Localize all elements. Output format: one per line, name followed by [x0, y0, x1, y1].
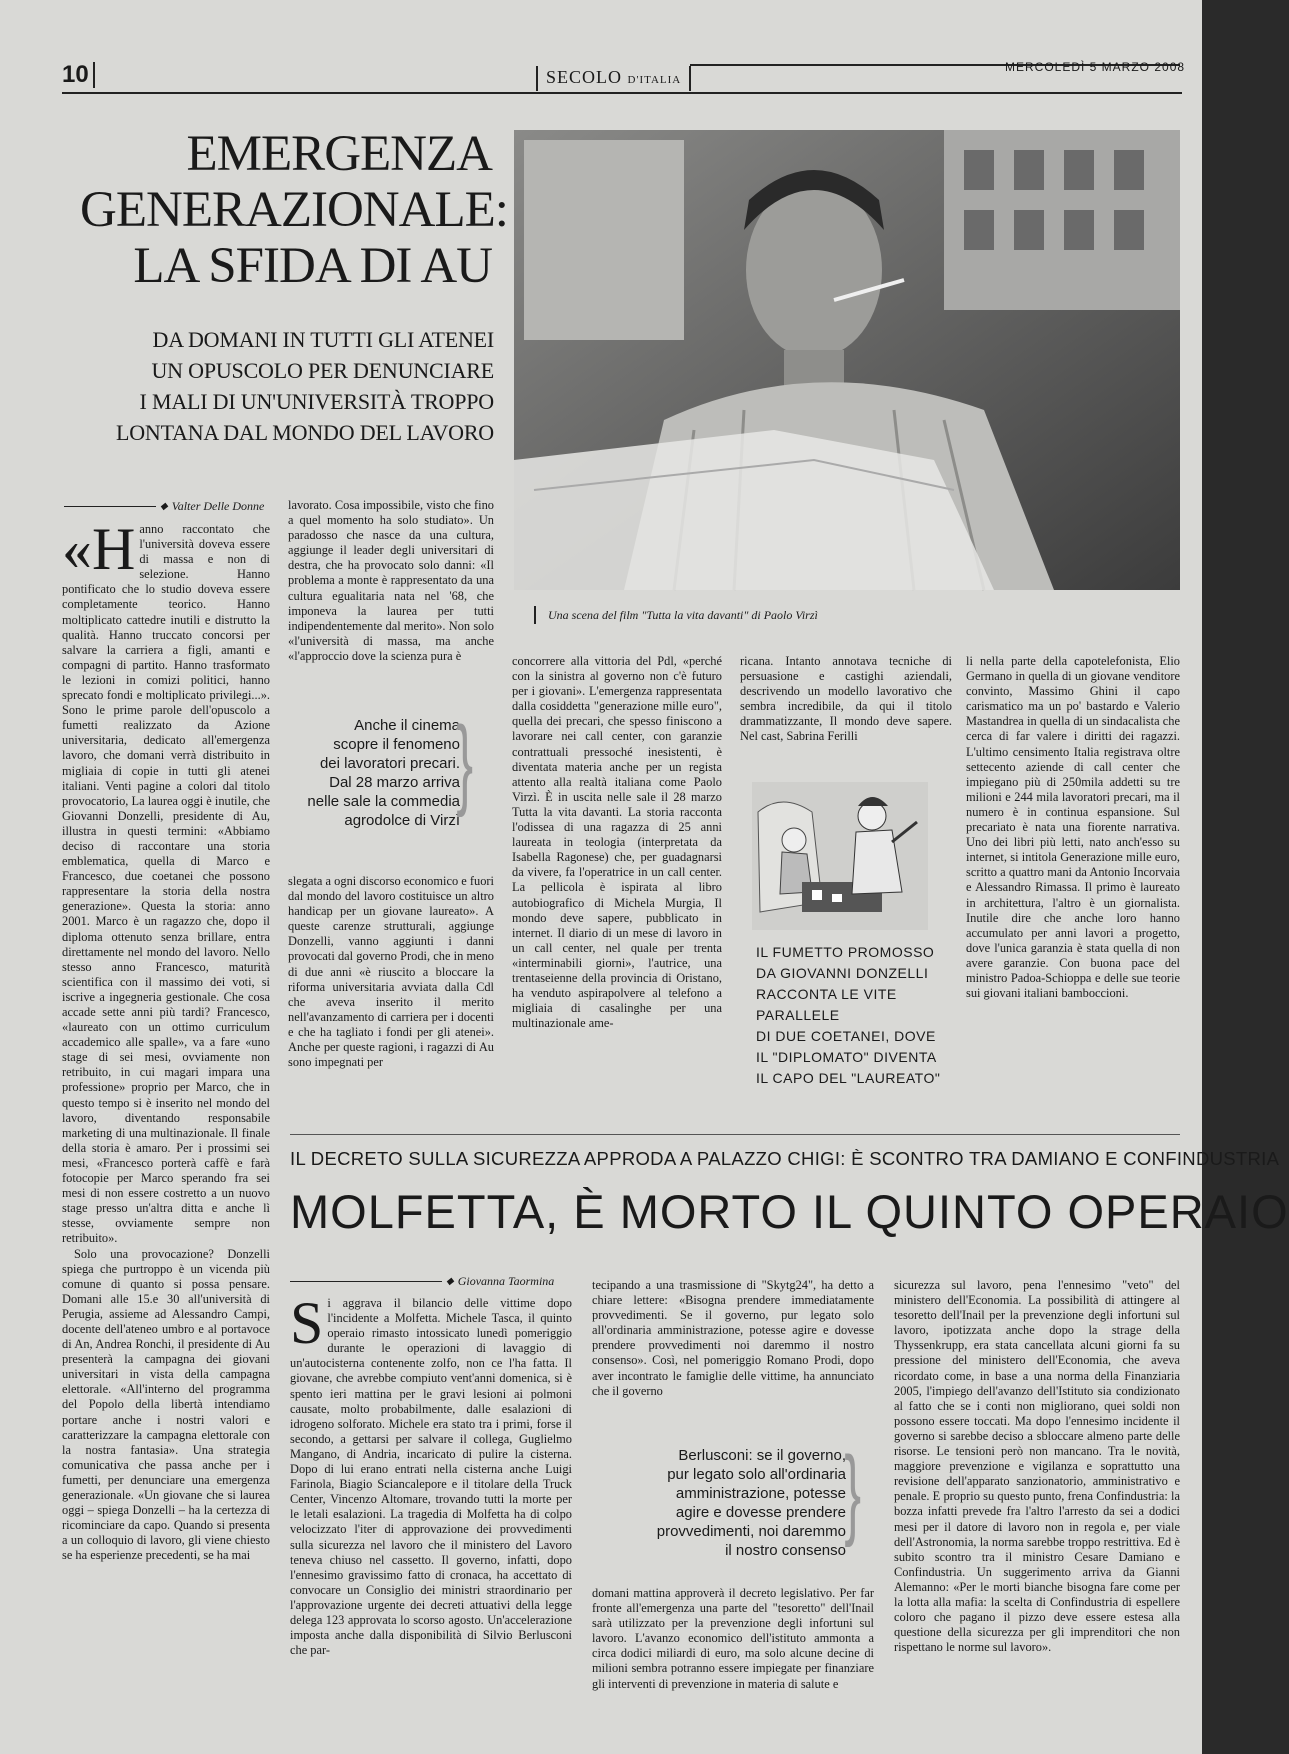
byline-author: Giovanna Taormina: [457, 1274, 555, 1288]
issue-date: MERCOLEDÌ 5 MARZO 2008: [1005, 60, 1186, 74]
deck-line: LONTANA DAL MONDO DEL LAVORO: [115, 420, 494, 445]
header-rule: [62, 92, 1182, 94]
pull-quote-line: Anche il cinema: [354, 717, 460, 734]
deck-line: I MALI DI UN'UNIVERSITÀ TROPPO: [139, 389, 494, 414]
article2-column-2-top: [592, 1278, 874, 1418]
article1-column-3: [512, 654, 722, 1096]
pull-quote-line: provvedimenti, noi daremmo: [656, 1523, 846, 1540]
comic-caption-line: IL FUMETTO PROMOSSO: [756, 944, 935, 960]
article-paragraph: anno raccontato che l'università doveva essere di massa e non di selezione. Hanno pontificato che lo studio doveva essere completamente teorico. Hanno moltiplicato cattedre inutili e distrutto la qualità. Hanno truccato concorsi per salvare la carriera a figli, amanti e compagni di partito. Hanno trasformato le lezioni in comizi politici, hanno sprecato fondi e moltiplicato privilegi...». Sono le prime parole dell'opuscolo a fumetti realizzato da Azione universitaria, dedicato all'emergenza lavoro, che domani verrà distribuito in migliaia di copie in tutti gli atenei italiani. Venti pagine a colori dal titolo provocatorio, La laurea oggi è inutile, che Giovanni Donzelli, presidente di Au, illustra in questi termini: «Abbiamo deciso di raccontare una storia emblematica, quella di Marco e Francesco, due coetanei che possono rappresentare la storia della nostra generazione». Questa la storia: anno 2001. Marco è un ragazzo che, dopo il diploma ottenuto senza brillare, entra direttamente nel mondo del lavoro. Nello stesso anno Francesco, maturità scientifica con il massimo dei voti, si iscrive a ingegneria gestionale. Che cosa accade sette anni più tardi? Francesco, «laureato con un ottimo curriculum accademico alle spalle», va a fare «uno stage di sei mesi, ovviamente non retribuito, in cui magari impara una professione» proprio per Marco, che in questo tempo si è inserito nel mondo del lavoro, diventando responsabile marketing di una multinazionale. Il finale della storia è amaro. Per i prossimi sei mesi, «Francesco porterà caffè e farà fotocopie per Marco sperando fra sei mesi di non essere costretto a un nuovo stage presso un'altra ditta e anche lì stesse, ovviamente sempre non retribuito».: [62, 522, 270, 1246]
article-paragraph: i aggrava il bilancio delle vittime dopo l'incidente a Molfetta. Michele Tasca, il quinto operaio rimasto intossicato lunedì pomeriggio durante le operazioni di lavaggio di un'autocisterna contenente zolfo, non ce l'ha fatta. Il giovane, che avrebbe compiuto vent'anni domenica, si è spento ieri mattina per le gravi lesioni ai polmoni causate, molto probabilmente, dalle esalazioni di idrogeno solforato. Michele era stato tra i primi, forse il secondo, a gettarsi per salvare il collega, Guglielmo Mangano, di Andria, incaricato di pulire la cisterna. Dopo di lui erano entrati nella cisterna anche Luigi Farinola, Biagio Sciancalepore e il titolare della Truck Center, Vincenzo Altomare, trovando tutti la morte per le letali esalazioni. La tragedia di Molfetta ha di colpo velocizzato l'iter di approvazione dei provvedimenti sulla sicurezza nel lavoro che il ministero del Lavoro teneva chiuso nel cassetto. Il governo, infatti, dopo l'ennesimo gravissimo fatto di cronaca, ha accettato di convocare un Consiglio dei ministri straordinario per l'approvazione urgente dei decreti attuativi della legge delega 123 approvata lo scorso agosto. Un'accelerazione imposta anche dalla disponibilità di Silvio Berlusconi che par-: [290, 1296, 572, 1658]
headline-line: GENERAZIONALE:: [80, 182, 508, 238]
byline-author: Valter Delle Donne: [171, 499, 265, 513]
dropcap: S: [290, 1290, 324, 1356]
brace-ornament: }: [456, 706, 474, 818]
publication-suffix: D'ITALIA: [627, 74, 682, 86]
pull-quote-line: nelle sale la commedia: [307, 793, 460, 810]
pull-quote-line: agire e dovesse prendere: [675, 1504, 846, 1521]
article2-column-1: [290, 1290, 572, 1730]
page-number: 10: [62, 62, 95, 88]
pull-quote-line: amministrazione, potesse: [675, 1485, 846, 1502]
article-paragraph: concorrere alla vittoria del Pdl, «perché con la sinistra al governo non c'è futuro per i giovani». L'emergenza rappresentata dalla cosiddetta "generazione mille euro", quella dei precari, che spesso finiscono a lavorare nei call center, con garanzie contrattuali pressoché inesistenti, è diventata materia anche per un regista attento alla realtà italiana come Paolo Virzì. È in uscita nelle sale il 28 marzo Tutta la vita davanti. La storia racconta l'odissea di una ragazza di 25 anni laureata in teologia (interpretata da Isabella Ragonese) che, per guadagnarsi da vivere, fa l'operatrice in un call center. La pellicola è ispirata al libro autobiografico di Michela Murgia, Il mondo deve sapere, pubblicato in internet. Il diario di un mese di lavoro in un call center, nel quale per trenta «interminabili giorni», l'autrice, una trentaseienne della provincia di Oristano, ha venduto aspirapolvere al telefono a migliaia di casalinghe per una multinazionale ame-: [512, 654, 722, 1031]
byline-diamond-icon: ◆: [160, 501, 168, 512]
comic-caption-line: IL "DIPLOMATO" DIVENTA: [756, 1049, 937, 1065]
article1-column-2-top: [288, 498, 494, 686]
section-rule: [290, 1134, 1180, 1135]
article1-column-5: [966, 654, 1180, 1094]
headline-line: EMERGENZA: [186, 126, 492, 182]
dropcap: «H: [62, 516, 136, 582]
article2-byline: [290, 1274, 554, 1289]
pull-quote-line: agrodolce di Virzì: [344, 812, 460, 829]
article2-column-3: [894, 1278, 1180, 1730]
comic-caption-line: DI DUE COETANEI, DOVE: [756, 1028, 936, 1044]
pull-quote-cinema: [292, 716, 460, 830]
pull-quote-line: Dal 28 marzo arriva: [329, 774, 460, 791]
article1-byline: [64, 499, 264, 514]
comic-caption: [756, 942, 956, 1089]
publication-title: SECOLO: [546, 67, 623, 87]
article-paragraph: tecipando a una trasmissione di "Skytg24", ha detto a chiare lettere: «Bisogna prendere immediatamente provvedimenti. Se il governo, pur legato solo all'ordinaria amministrazione, potesse agire e dovesse prendere provvedimenti noi daremmo il nostro consenso». Così, nel pomeriggio Romano Prodi, dopo aver incontrato le famiglie delle vittime, ha annunciato che il governo: [592, 1278, 874, 1398]
article-paragraph: Solo una provocazione? Donzelli spiega che purtroppo è un vicenda più comune di quanto si possa pensare. Domani alle 15.e 30 all'università di Perugia, assieme ad Alessandro Campi, docente dell'ateneo umbro e al portavoce di An, Andrea Ronchi, il presidente di Au presenterà la campagna dei giovani universitari in vista della campagna elettorale. «All'interno del programma del Popolo della libertà intendiamo portare anche i nostri valori e caratterizzare la campagna elettorale con la nostra fantasia». Una strategia comunicativa che passa anche per i fumetti, per denunciare una emergenza generazionale. «Un giovane che si laurea oggi – spiega Donzelli – ha la certezza di ricominciare da capo. Quando si presenta a un colloquio di lavoro, gli viene chiesto se ha esperienze precedenti, se ha mai: [62, 1246, 270, 1563]
article-paragraph: ricana. Intanto annotava tecniche di persuasione e castighi aziendali, descrivendo un modello lavorativo che sembra incredibile, da qui il titolo drammatizzante, Il mondo deve sapere. Nel cast, Sabrina Ferilli: [740, 654, 952, 744]
pull-quote-line: Berlusconi: se il governo,: [678, 1447, 846, 1464]
photo-caption: Una scena del film "Tutta la vita davanti" di Paolo Virzì: [534, 606, 1108, 624]
pull-quote-line: dei lavoratori precari.: [319, 755, 460, 772]
article1-headline: [80, 126, 508, 294]
article2-headline: MOLFETTA, È MORTO IL QUINTO OPERAIO: [290, 1185, 1289, 1238]
headline-line: LA SFIDA DI AU: [133, 238, 492, 294]
pull-quote-line: il nostro consenso: [725, 1542, 846, 1559]
article-paragraph: lavorato. Cosa impossibile, visto che fino a quel momento ha solo studiato». Un paradosso che nasce da una cultura, aggiunge il leader degli universitari di destra, che ha provocato solo danni: «Il problema a monte è rappresentato da una cultura egualitaria nata nel '68, che imponeva la laurea per tutti indipendentemente dal merito». Non solo «l'università di massa, ma anche «l'approccio dove la scienza pura è: [288, 498, 494, 663]
article-paragraph: li nella parte della capotelefonista, Elio Germano in quella di un giovane venditore convinto, Massimo Ghini il capo carismatico ma un po' bastardo e Valerio Mastandrea in quella di un sindacalista che cerca di far valere i diritti dei ragazzi. L'ultimo censimento Italia registrava oltre settecento aziende di call center che impiegano più di 250mila addetti su tre milioni e 244 mila lavoratori precari, ma il numero è in continua espansione. Sul precariato è nata una fiorente narrativa. Uno dei libri più letti, nato anch'esso su internet, si intitola Generazione mille euro, scritto a quattro mani da Antonio Incorvaia e Alessandro Rimassa. Il primo è laureato in architettura, l'altro è un giornalista. Inutile dire che anche loro hanno accumulato per anni lavori a progetto, dove l'unica garanzia è stata quella di non avere garanzie. Con buona pace del ministro Padoa-Schioppa e delle sue teorie sui giovani italiani bamboccioni.: [966, 654, 1180, 1001]
article1-deck: [60, 324, 494, 448]
comic-drawing: [752, 782, 928, 930]
article-paragraph: slegata a ogni discorso economico e fuori dal mondo del lavoro costituisce un altro handicap per un giovane laureato». A queste carenze strutturali, aggiunge Donzelli, vanno aggiunti i danni provocati dal governo Prodi, che in meno di due anni «è riuscito a bloccare la riforma universitaria avviata dalla Cdl che aveva inserito il merito nell'avanzamento di carriera per i docenti e che ha tagliato i fondi per gli atenei». Anche per queste ragioni, i ragazzi di Au sono impegnati per: [288, 874, 494, 1070]
deck-line: DA DOMANI IN TUTTI GLI ATENEI: [152, 327, 494, 352]
comic-caption-line: DA GIOVANNI DONZELLI: [756, 965, 929, 981]
article1-column-1: [62, 516, 270, 1563]
pull-quote-line: pur legato solo all'ordinaria: [667, 1466, 846, 1483]
comic-illustration: [752, 782, 928, 930]
article-paragraph: sicurezza sul lavoro, pena l'ennesimo "veto" del ministero dell'Economia. La possibilità di attingere al tesoretto dell'Inail per la prevenzione degli infortuni sul lavoro, ipotizzata anche dopo la strage della Thyssenkrupp, era stata cancellata alcuni giorni fa su pressione del ministero dell'Economia, che aveva ricordato come, in base a una norma della Finanziaria 2005, l'impiego dell'avanzo dell'Istituto sia condizionato al fatto che se i conti non migliorano, quei soldi non possono essere toccati. Ma dopo l'ennesimo incidente il governo si sarebbe deciso a sbloccare almeno parte delle risorse. Le tensioni però non mancano. Tra le novità, maggiore prevenzione e vigilanza e soprattutto una revisione dell'apparato sanzionatorio, amministrativo e penale. E proprio su questo punto, frena Confindustria: la bozza infatti prevede fra l'altro l'arresto da sei a dodici mesi per il datore di lavoro non in regola e, per viale dell'Astronomia, la norma sarebbe troppo restrittiva. Ed è subito scontro tra il ministro Cesare Damiano e Confindustria. Un suggerimento arriva da Gianni Alemanno: «Per le morti bianche bisogna fare come per la lotta alla mafia: la scelta di Confindustria di espellere coloro che pagano il pizzo deve essere estesa alla questione della sicurezza per gli imprenditori che non rispettano le norme sul lavoro».: [894, 1278, 1180, 1655]
publication-name: [536, 66, 691, 91]
byline-rule: [290, 1281, 442, 1282]
brace-ornament: }: [844, 1436, 862, 1548]
byline-rule: [64, 506, 156, 507]
article-paragraph: domani mattina approverà il decreto legislativo. Per far fronte all'emergenza una parte del "tesoretto" dell'Inail sarà utilizzato per la prevenzione degli infortuni sul lavoro. L'avanzo economico dell'istituto ammonta a circa dodici miliardi di euro, ma solo alcune decine di milioni sembra potranno essere impiegate per finanziare gli interventi di prevenzione in materia di salute e: [592, 1586, 874, 1691]
byline-diamond-icon: ◆: [446, 1276, 454, 1287]
pull-quote-berlusconi: [622, 1446, 846, 1560]
film-still-photo: [514, 130, 1180, 590]
comic-caption-line: IL CAPO DEL "LAUREATO": [756, 1070, 941, 1086]
pull-quote-line: scopre il fenomeno: [333, 736, 460, 753]
article1-column-4-top: [740, 654, 952, 766]
article2-column-2-bottom: [592, 1586, 874, 1730]
article2-kicker: IL DECRETO SULLA SICUREZZA APPRODA A PALAZZO CHIGI: È SCONTRO TRA DAMIANO E CONFINDUSTRIA: [290, 1148, 1280, 1169]
photo-illustration: [514, 130, 1180, 590]
deck-line: UN OPUSCOLO PER DENUNCIARE: [151, 358, 494, 383]
article1-column-2-bottom: [288, 874, 494, 1096]
comic-caption-line: RACCONTA LE VITE PARALLELE: [756, 986, 897, 1023]
